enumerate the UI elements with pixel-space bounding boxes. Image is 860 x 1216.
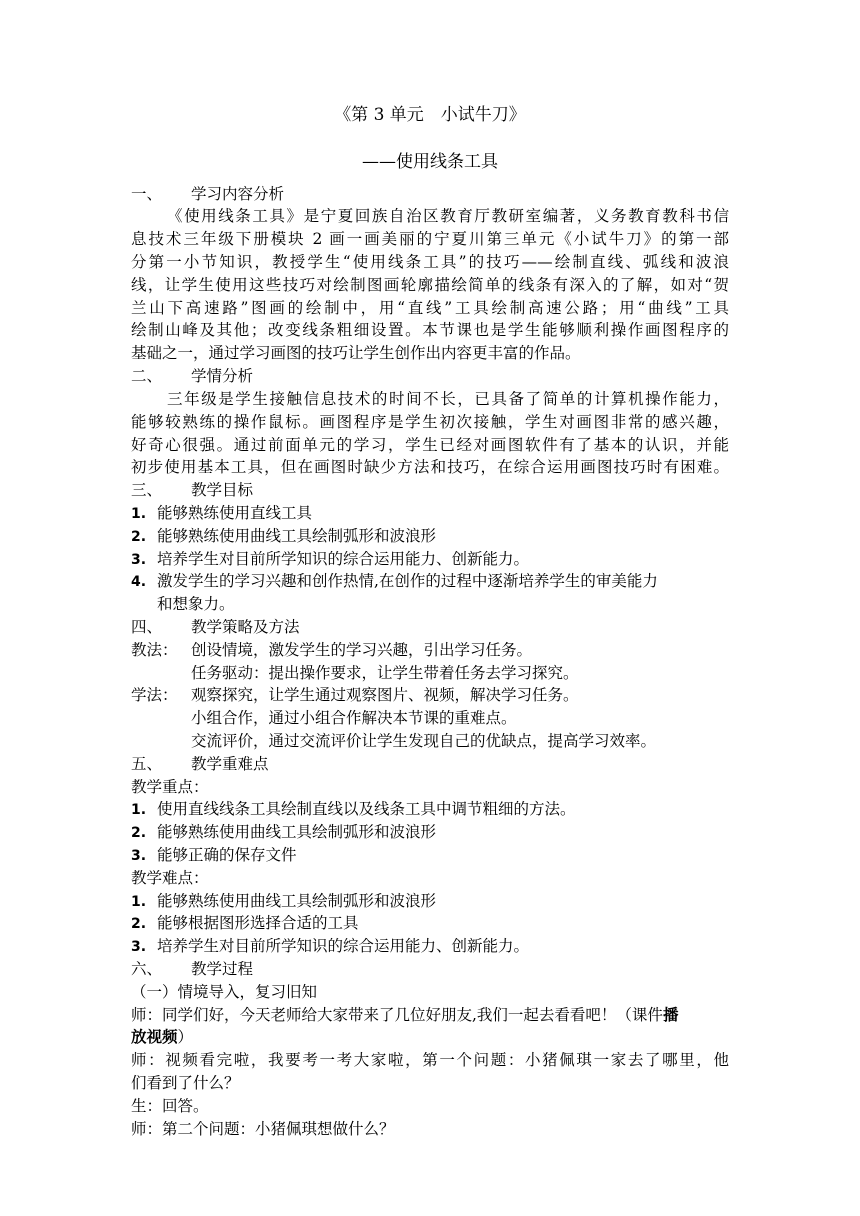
section-heading-6: 六、 教学过程 [131, 960, 254, 978]
dialogue-line: 生：回答。 [131, 1097, 209, 1115]
dialogue-line: 放视频） [131, 1027, 194, 1046]
dialogue-line: 师：第二个问题：小猪佩琪想做什么？ [131, 1120, 395, 1138]
section-heading-5: 五、 教学重难点 [131, 755, 269, 773]
list-item: 2. 能够熟练使用曲线工具绘制弧形和波浪形 [131, 527, 437, 545]
list-item: 3. 培养学生对目前所学知识的综合运用能力、创新能力。 [131, 550, 530, 568]
difficult-points-label: 教学难点： [131, 869, 209, 887]
section-heading-4: 四、 教学策略及方法 [131, 618, 300, 636]
list-item: 3. 培养学生对目前所学知识的综合运用能力、创新能力。 [131, 937, 530, 955]
list-item: 4. 激发学生的学习兴趣和创作热情,在创作的过程中逐渐培养学生的审美能力 [131, 572, 658, 590]
list-item: 2. 能够熟练使用曲线工具绘制弧形和波浪形 [131, 823, 437, 841]
paragraph-line: 能够较熟练的操作鼠标。画图程序是学生初次接触，学生对画图非常的感兴趣， [131, 413, 729, 431]
learning-method: 交流评价，通过交流评价让学生发现自己的优缺点，提高学习效率。 [191, 732, 657, 750]
list-item: 1. 能够熟练使用直线工具 [131, 504, 313, 522]
list-item: 3. 能够正确的保存文件 [131, 846, 297, 864]
key-points-label: 教学重点： [131, 778, 209, 796]
list-item: 1. 能够熟练使用曲线工具绘制弧形和波浪形 [131, 892, 437, 910]
list-item: 2. 能够根据图形选择合适的工具 [131, 914, 359, 932]
paragraph-line: 好奇心很强。通过前面单元的学习，学生已经对画图软件有了基本的认识，并能 [131, 436, 729, 454]
learning-method: 学法： 观察探究，让学生通过观察图片、视频，解决学习任务。 [131, 686, 579, 704]
teaching-method: 任务驱动：提出操作要求，让学生带着任务去学习探究。 [191, 664, 579, 682]
list-item-continuation: 和想象力。 [157, 595, 235, 613]
document-title: 《第 3 单元 小试牛刀》 [334, 105, 526, 125]
paragraph-line: 三年级是学生接触信息技术的时间不长，已具备了简单的计算机操作能力， [167, 390, 729, 408]
paragraph-line: 息技术三年级下册模块 2 画一画美丽的宁夏川第三单元《小试牛刀》的第一部 [131, 230, 729, 248]
subsection-heading: （一）情境导入，复习旧知 [131, 983, 318, 1001]
section-heading-1: 一、 学习内容分析 [131, 185, 285, 203]
dialogue-line: 师：视频看完啦，我要考一考大家啦，第一个问题：小猪佩琪一家去了哪里，他 [131, 1051, 729, 1069]
teaching-method: 教法： 创设情境，激发学生的学习兴趣，引出学习任务。 [131, 641, 533, 659]
paragraph-line: 《使用线条工具》是宁夏回族自治区教育厅教研室编著，义务教育教科书信 [167, 207, 729, 225]
section-heading-3: 三、 教学目标 [131, 481, 254, 499]
paragraph-line: 初步使用基本工具，但在画图时缺少方法和技巧，在综合运用画图技巧时有困难。 [131, 458, 729, 476]
paragraph-line: 线，让学生使用这些技巧对绘制图画轮廓描绘简单的线条有深入的了解，如对“贺 [131, 276, 729, 294]
list-item: 1. 使用直线线条工具绘制直线以及线条工具中调节粗细的方法。 [131, 800, 576, 818]
paragraph-line: 绘制山峰及其他；改变线条粗细设置。本节课也是学生能够顺利操作画图程序的 [131, 321, 729, 339]
paragraph-line: 兰山下高速路”图画的绘制中，用“直线”工具绘制高速公路；用“曲线”工具 [131, 299, 729, 317]
learning-method: 小组合作，通过小组合作解决本节课的重难点。 [191, 709, 517, 727]
document-subtitle: ——使用线条工具 [362, 152, 498, 172]
dialogue-line: 师：同学们好，今天老师给大家带来了几位好朋友,我们一起去看看吧！（课件播 [131, 1005, 679, 1024]
section-heading-2: 二、 学情分析 [131, 367, 254, 385]
paragraph-line: 基础之一，通过学习画图的技巧让学生创作出内容更丰富的作品。 [131, 344, 581, 362]
dialogue-line: 们看到了什么？ [131, 1074, 240, 1092]
paragraph-line: 分第一小节知识，教授学生“使用线条工具”的技巧——绘制直线、弧线和波浪 [131, 253, 729, 271]
